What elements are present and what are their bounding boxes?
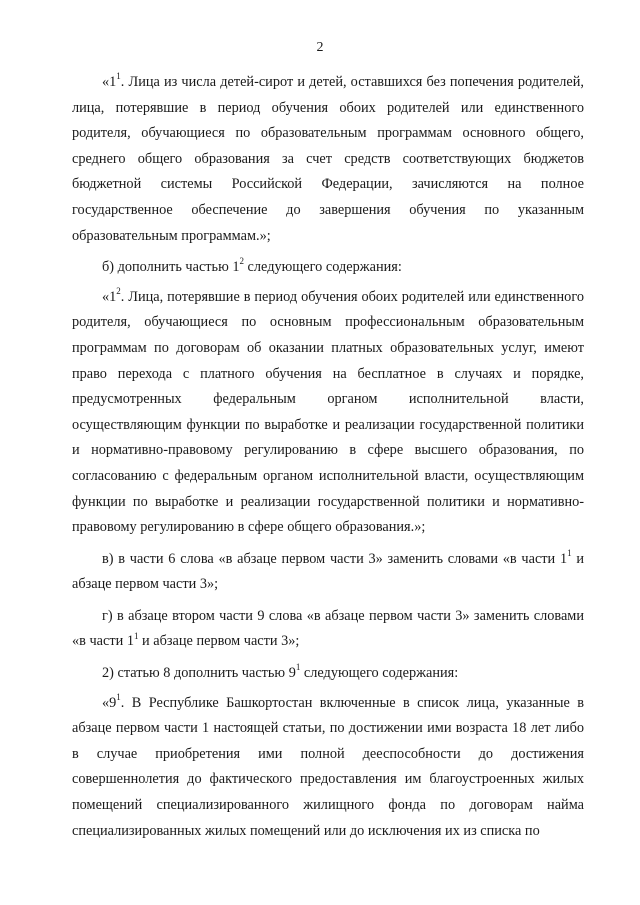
paragraph-1-1: «$1^1$. Лица из числа детей-сирот и детей, оставшихся без попечения родителей, лица, потерявшие в период обучения обоих родителей или единственного родителя, обучающиеся по образовательным программам основного общего, среднего общего образования за счет средств соответствующих бюджетов бюджетной системы Российской Федерации, зачисляются на полное государственное обеспечение до завершения обучения по указанным образовательным программам.»;: [72, 71, 584, 244]
paragraph-9-1: «$9^1$. В Республике Башкортостан включенные в список лица, указанные в абзаце первом части 1 настоящей статьи, по достижении ими возраста 18 лет либо в случае приобретения ими полной дееспособности до достижения совершеннолетия до фактического предоставления им благоустроенных жилых помещений специализированного жилищного фонда по договорам найма специализированных жилых помещений или до исключения их из списка по: [72, 691, 584, 839]
paragraph-1-2: «$1^2$. Лица, потерявшие в период обучения обоих родителей или единственного родителя, обучающиеся по основным профессиональным образовательным программам по договорам об оказании платных образовательных услуг, имеют право перехода с платного обучения на бесплатное в случаях и порядке, предусмотренных федеральным органом исполнительной власти, осуществляющим функции по выработке и реализации государственной политики и нормативно-правовому регулированию в сфере высшего образования, по согласованию с федеральным органом исполнительной власти, осуществляющим функции по выработке и реализации государственной политики и нормативно-правовому регулированию в сфере общего образования.»;: [72, 285, 584, 536]
paragraph-b: б) дополнить частью $1^2$ следующего содержания:: [102, 256, 402, 276]
page-number: 2: [316, 40, 324, 55]
document-body: [72, 70, 584, 850]
paragraph-g: г) в абзаце втором части 9 слова «в абзаце первом части 3» заменить словами «в части $1^1$ и абзаце первом части 3»;: [72, 607, 584, 650]
paragraph-v: в) в части 6 слова «в абзаце первом части 3» заменить словами «в части $1^1$ и абзаце первом части 3»;: [72, 547, 584, 593]
paragraph-2: 2) статью 8 дополнить частью $9^1$ следующего содержания:: [102, 662, 459, 682]
